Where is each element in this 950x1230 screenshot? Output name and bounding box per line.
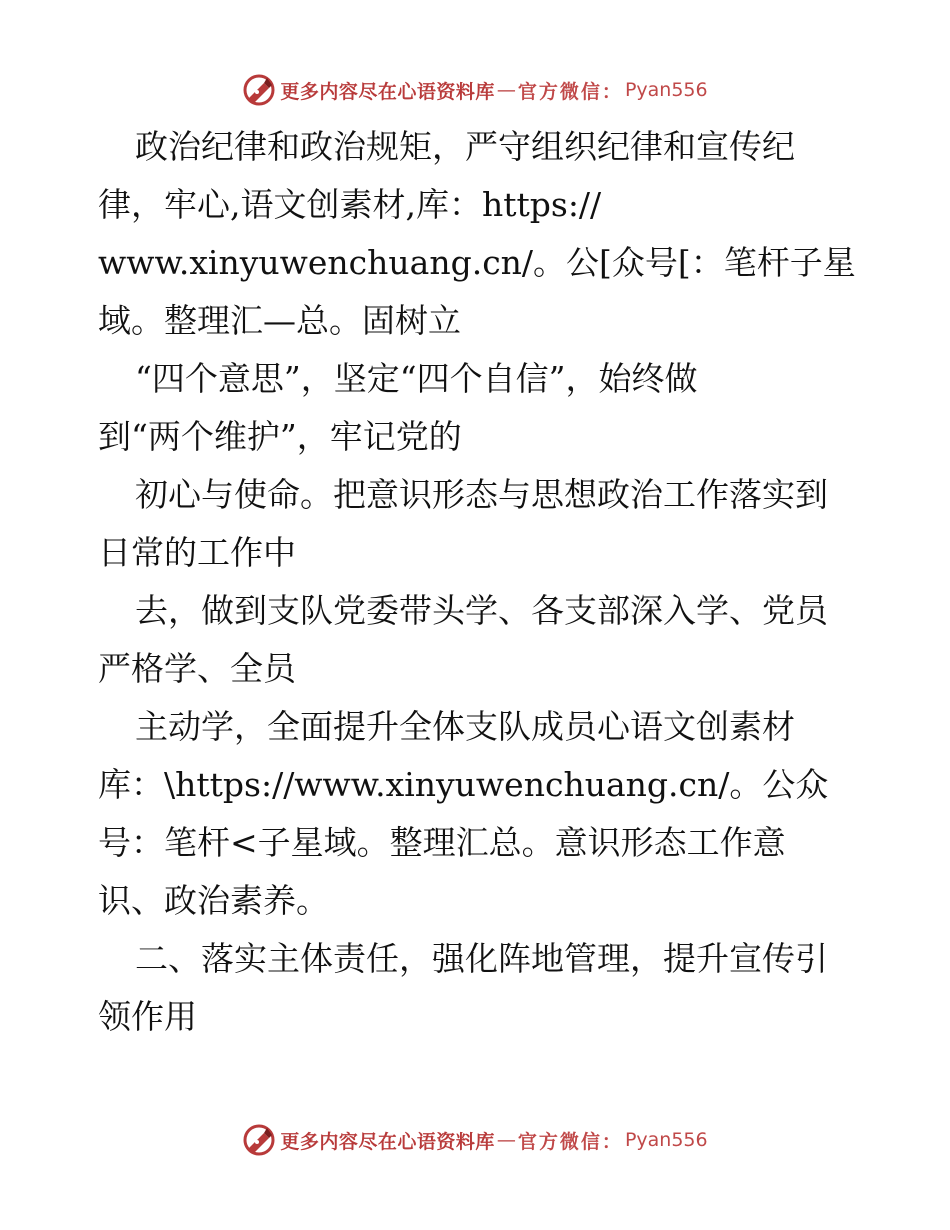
- banner-wechat-label: 官方微信：: [517, 80, 623, 103]
- text-line: 到“两个维护”，牢记党的: [98, 417, 462, 456]
- banner-wechat-label: 官方微信：: [517, 1130, 623, 1153]
- text-line: 库：\https://www.xinyuwenchuang.cn/。公众: [98, 765, 829, 804]
- text-line: 政治纪律和政治规矩，严守组织纪律和宣传纪: [135, 127, 795, 166]
- banner-separator: —: [496, 79, 516, 101]
- section-heading-continued: 领作用: [98, 997, 197, 1036]
- text-line: 律，牢心,语文创素材,库：https://: [98, 185, 602, 224]
- text-line: “四个意思”，坚定“四个自信”，始终做: [135, 359, 698, 398]
- text-line: www.xinyuwenchuang.cn/。公[众号[：笔杆子星: [98, 243, 856, 282]
- pen-logo-icon: [242, 73, 276, 107]
- document-body: [98, 118, 878, 1046]
- text-line: 严格学、全员: [98, 649, 296, 688]
- text-line: 初心与使命。把意识形态与思想政治工作落实到: [135, 475, 828, 514]
- footer-banner: [0, 1118, 950, 1162]
- header-banner: [0, 68, 950, 112]
- banner-wechat-id: Pyan556: [624, 1129, 708, 1151]
- banner-separator: —: [496, 1129, 516, 1151]
- pen-logo-icon: [242, 1123, 276, 1157]
- text-line: 识、政治素养。: [98, 881, 329, 920]
- section-heading: 二、落实主体责任，强化阵地管理，提升宣传引: [135, 939, 828, 978]
- text-line: 域。整理汇—总。固树立: [98, 301, 461, 340]
- banner-wechat-id: Pyan556: [624, 79, 708, 101]
- text-line: 主动学，全面提升全体支队成员心语文创素材: [135, 707, 795, 746]
- text-line: 去，做到支队党委带头学、各支部深入学、党员: [135, 591, 828, 630]
- text-line: 日常的工作中: [98, 533, 296, 572]
- text-line: 号：笔杆<子星域。整理汇总。意识形态工作意: [98, 823, 786, 862]
- banner-main-text: 更多内容尽在心语资料库: [280, 80, 495, 103]
- banner-main-text: 更多内容尽在心语资料库: [280, 1130, 495, 1153]
